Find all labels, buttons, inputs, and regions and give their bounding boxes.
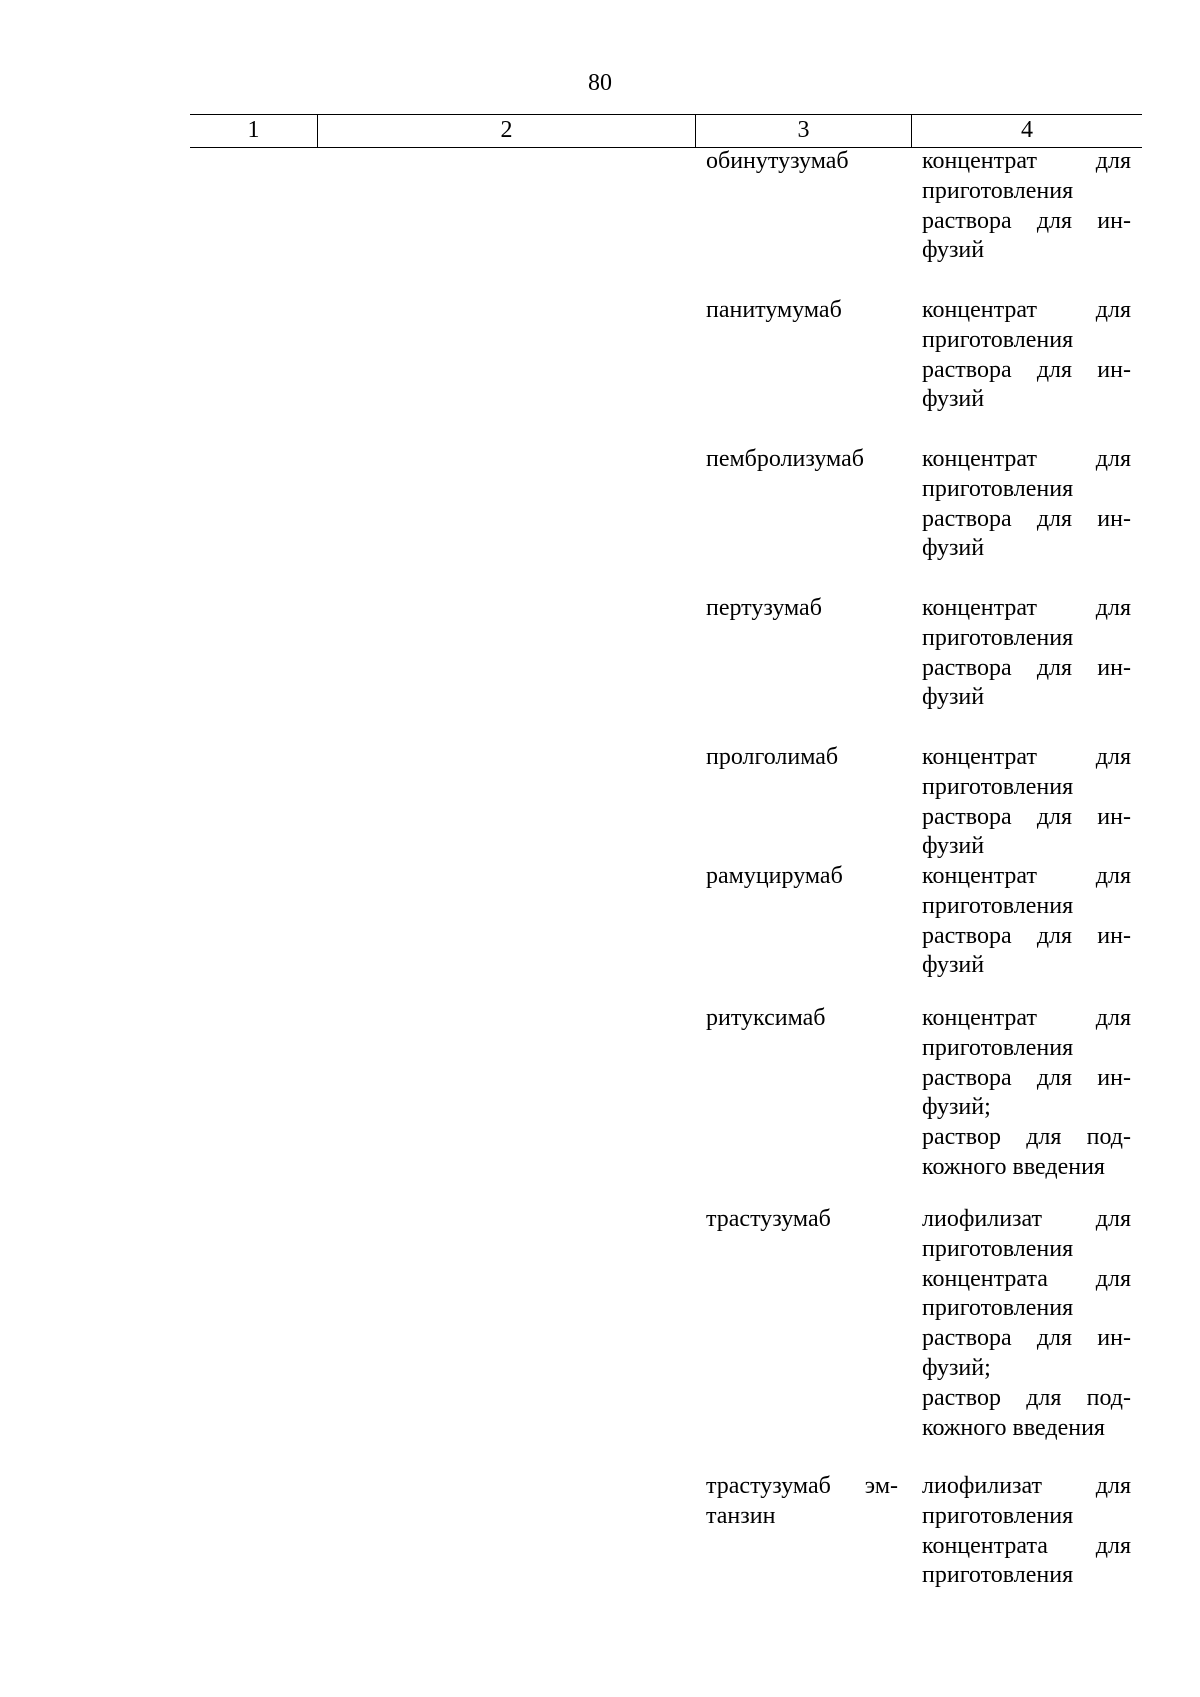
drug-name: ритуксимаб xyxy=(706,1005,826,1031)
drug-name: пембролизумаб xyxy=(706,446,864,472)
column-header-4: 4 xyxy=(911,115,1142,147)
drug-name: пролголимаб xyxy=(706,744,839,770)
drug-name: трастузумаб xyxy=(706,1206,831,1232)
dosage-form: концентрат для приготовления раствора для ин- фузий xyxy=(922,863,1131,979)
page-number: 80 xyxy=(588,70,612,96)
drug-name: рамуцирумаб xyxy=(706,863,843,889)
column-header-2: 2 xyxy=(317,115,695,147)
dosage-form: концентрат для приготовления раствора для ин- фузий; раствор для под- кожного введения xyxy=(922,1005,1131,1180)
dosage-form: концентрат для приготовления раствора для ин- фузий xyxy=(922,595,1131,711)
drug-name: панитумумаб xyxy=(706,297,842,323)
dosage-form: лиофилизат для приготовления концентрата для приготовления xyxy=(922,1473,1131,1589)
table-header-row xyxy=(190,114,1142,148)
column-header-3: 3 xyxy=(695,115,911,147)
drug-name: обинутузумаб xyxy=(706,148,849,174)
drug-name: пертузумаб xyxy=(706,595,822,621)
dosage-form: концентрат для приготовления раствора для ин- фузий xyxy=(922,148,1131,264)
dosage-form: концентрат для приготовления раствора для ин- фузий xyxy=(922,744,1131,860)
drug-name: трастузумаб эм- танзин xyxy=(706,1473,898,1529)
column-header-1: 1 xyxy=(247,117,260,143)
dosage-form: концентрат для приготовления раствора для ин- фузий xyxy=(922,297,1131,413)
dosage-form: концентрат для приготовления раствора для ин- фузий xyxy=(922,446,1131,562)
dosage-form: лиофилизат для приготовления концентрата для приготовления раствора для ин- фузий; раствор для под- кожного введения xyxy=(922,1206,1131,1441)
